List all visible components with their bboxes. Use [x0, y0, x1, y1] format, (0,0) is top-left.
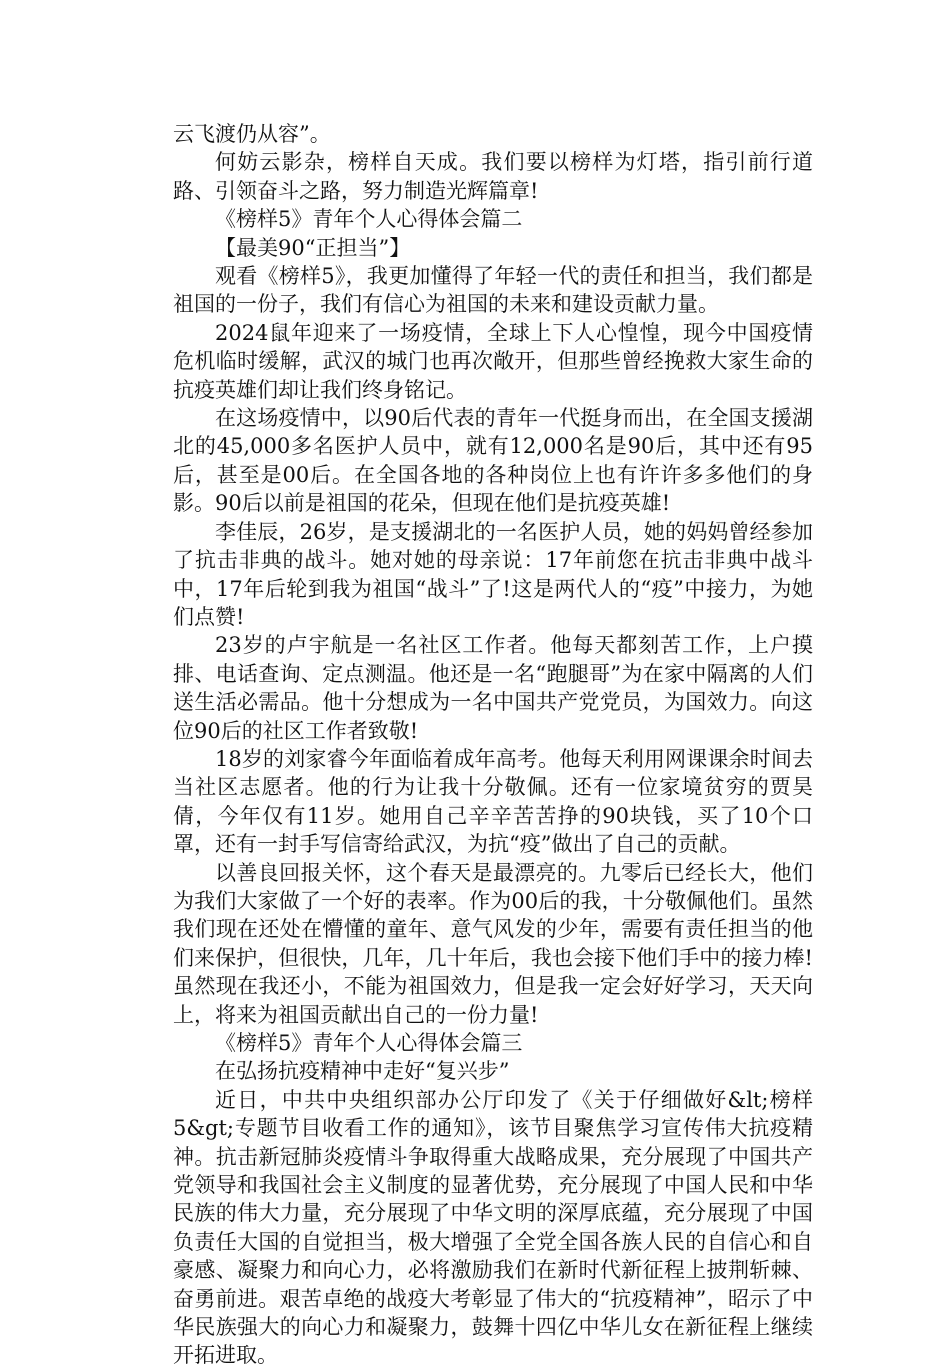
paragraph: 23岁的卢宇航是一名社区工作者。他每天都刻苦工作，上户摸排、电话查询、定点测温。他还是一名“跑腿哥”为在家中隔离的人们送生活必需品。他十分想成为一名中国共产党党员，为国效力。向这位90后的社区工作者致敬! — [173, 633, 813, 743]
paragraph: 何妨云影杂，榜样自天成。我们要以榜样为灯塔，指引前行道路、引领奋斗之路，努力制造光辉篇章! — [173, 150, 813, 203]
paragraph: 李佳辰，26岁，是支援湖北的一名医护人员，她的妈妈曾经参加了抗击非典的战斗。她对她的母亲说：17年前您在抗击非典中战斗中，17年后轮到我为祖国“战斗”了!这是两代人的“疫”中接力，为她们点赞! — [173, 519, 813, 629]
paragraph: 以善良回报关怀，这个春天是最漂亮的。九零后已经长大，他们为我们大家做了一个好的表率。作为00后的我，十分敬佩他们。虽然我们现在还处在懵懂的童年、意气风发的少年，需要有责任担当的他们来保护，但很快，几年，几十年后，我也会接下他们手中的接力棒!虽然现在我还小，不能为祖国效力，但是我一定会好好学习，天天向上，将来为祖国贡献出自己的一份力量! — [173, 860, 813, 1027]
paragraph-continuation: 云飞渡仍从容”。 — [173, 122, 331, 146]
section-title: 《榜样5》青年个人心得体会篇三 — [215, 1031, 523, 1055]
paragraph: 观看《榜样5》，我更加懂得了年轻一代的责任和担当，我们都是祖国的一份子，我们有信心为祖国的未来和建设贡献力量。 — [173, 264, 813, 317]
paragraph: 18岁的刘家睿今年面临着成年高考。他每天利用网课课余时间去当社区志愿者。他的行为让我十分敬佩。还有一位家境贫穷的贾昊倩，今年仅有11岁。她用自己辛辛苦苦挣的90块钱，买了10个口罩，还有一封手写信寄给武汉，为抗“疫”做出了自己的贡献。 — [173, 746, 813, 857]
paragraph: 在这场疫情中，以90后代表的青年一代挺身而出，在全国支援湖北的45,000多名医护人员中，就有12,000名是90后，其中还有95后，甚至是00后。在全国各地的各种岗位上也有许许多多他们的身影。90后以前是祖国的花朵，但现在他们是抗疫英雄! — [173, 406, 813, 516]
document-body — [173, 120, 813, 1370]
section-title: 《榜样5》青年个人心得体会篇二 — [215, 207, 523, 232]
paragraph: 2024鼠年迎来了一场疫情，全球上下人心惶惶，现今中国疫情危机临时缓解，武汉的城门也再次敞开，但那些曾经挽救大家生命的抗疫英雄们却让我们终身铭记。 — [173, 320, 813, 402]
section-subtitle: 【最美90“正担当”】 — [215, 235, 411, 260]
paragraph: 近日，中共中央组织部办公厅印发了《关于仔细做好&lt;榜样5&gt;专题节目收看工作的通知》，该节目聚焦学习宣传伟大抗疫精神。抗击新冠肺炎疫情斗争取得重大战略成果，充分展现了中国共产党领导和我国社会主义制度的显著优势，充分展现了中国人民和中华民族的伟大力量，充分展现了中华文明的深厚底蕴，充分展现了中国负责任大国的自觉担当，极大增强了全党全国各族人民的自信心和自豪感、凝聚力和向心力，必将激励我们在新时代新征程上披荆斩棘、奋勇前进。艰苦卓绝的战疫大考彰显了伟大的“抗疫精神”，昭示了中华民族强大的向心力和凝聚力，鼓舞十四亿中华儿女在新征程上继续开拓进取。 — [173, 1087, 813, 1368]
section-subtitle: 在弘扬抗疫精神中走好“复兴步” — [215, 1059, 510, 1084]
